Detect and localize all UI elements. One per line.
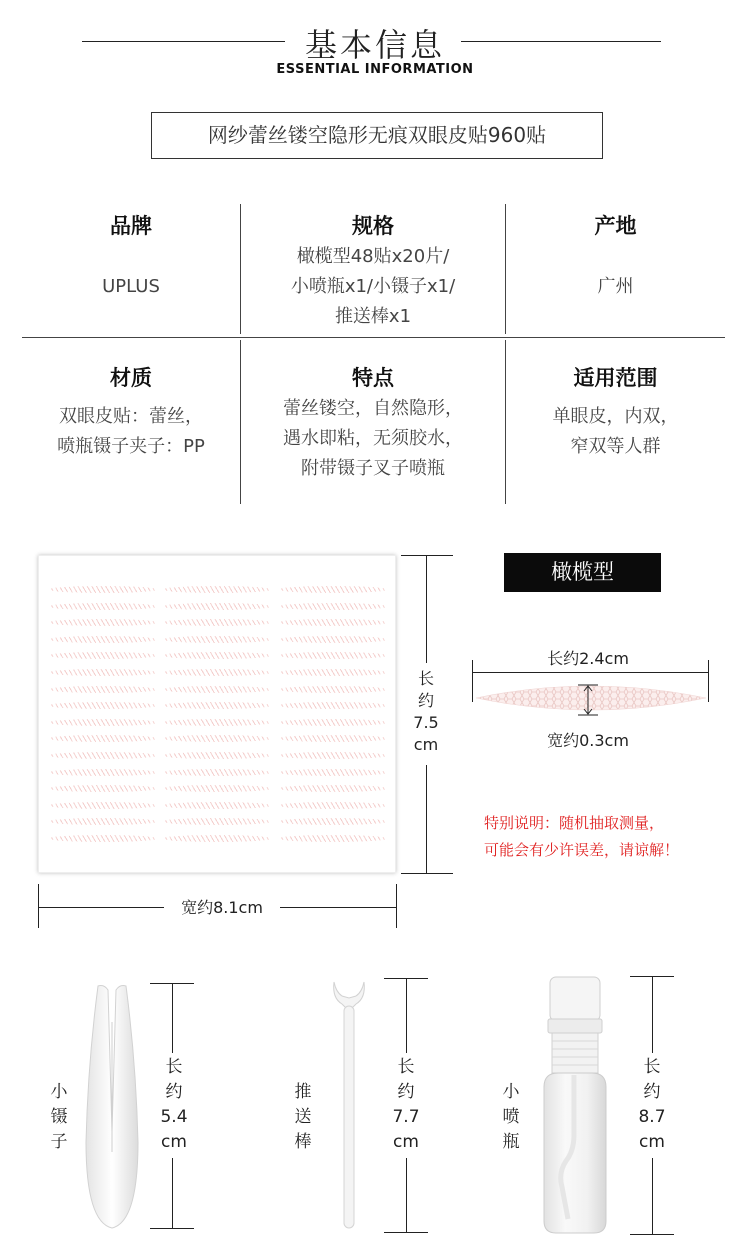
- grid-divider-horizontal: [22, 337, 725, 338]
- sheet-height-char-3: 7.5: [413, 713, 439, 732]
- spray-size-char-3: 8.7: [638, 1107, 666, 1127]
- pusher-size-label: [386, 1055, 426, 1155]
- features-label: 特点: [352, 366, 394, 390]
- spec-cell: [241, 210, 505, 332]
- sheet-width-tick-right: [396, 884, 397, 928]
- sticker-strip: [49, 652, 157, 659]
- sticker-strip: [279, 619, 387, 626]
- sheet-width-label: 宽约8.1cm: [181, 898, 263, 917]
- sticker-strip: [279, 719, 387, 726]
- sticker-strip: [49, 636, 157, 643]
- sticker-strip: [163, 619, 271, 626]
- sticker-strip: [49, 702, 157, 709]
- sticker-strip: [163, 835, 271, 842]
- sticker-strip: [49, 752, 157, 759]
- sticker-strip: [163, 735, 271, 742]
- product-name-box: 网纱蕾丝镂空隐形无痕双眼皮贴960贴: [151, 112, 603, 159]
- sticker-strip: [279, 752, 387, 759]
- sheet-height-tick-bottom: [401, 873, 453, 874]
- pusher-name-char-2: 送: [294, 1107, 312, 1127]
- olive-length-tick-right: [708, 660, 709, 702]
- pusher-name-char-1: 推: [294, 1082, 312, 1102]
- brand-label: 品牌: [110, 214, 152, 238]
- tweezers-name-char-1: 小: [50, 1082, 68, 1102]
- sticker-strip: [279, 586, 387, 593]
- usage-line-1: 单眼皮，内双，: [552, 406, 679, 427]
- pusher-size-line-top: [406, 978, 407, 1053]
- page-subtitle: ESSENTIAL INFORMATION: [276, 62, 474, 77]
- sheet-height-char-1: 长: [417, 669, 434, 688]
- olive-type-badge: 橄榄型: [504, 553, 661, 592]
- sticker-strip: [279, 818, 387, 825]
- sticker-strip: [163, 752, 271, 759]
- olive-width-label: 宽约0.3cm: [547, 731, 629, 750]
- pusher-name-char-3: 棒: [294, 1132, 312, 1152]
- measurement-note: [484, 810, 679, 864]
- sheet-height-line-top: [426, 555, 427, 663]
- origin-cell: [506, 210, 725, 302]
- origin-label: 产地: [594, 214, 637, 238]
- spec-label: 规格: [352, 214, 394, 238]
- usage-label: 适用范围: [573, 366, 658, 390]
- sticker-strip: [49, 769, 157, 776]
- material-line-2: 喷瓶镊子夹子：PP: [57, 436, 205, 457]
- spray-bottle-image: [538, 975, 618, 1237]
- sheet-width-line-left: [38, 907, 164, 908]
- spray-size-char-4: cm: [639, 1132, 665, 1152]
- page-title: 基本信息: [304, 26, 445, 64]
- sticker-strip: [163, 719, 271, 726]
- material-cell: [22, 362, 240, 462]
- material-line-1: 双眼皮贴：蕾丝，: [59, 406, 203, 427]
- sticker-strip: [279, 769, 387, 776]
- sticker-strip: [163, 586, 271, 593]
- pusher-size-tick-bottom: [384, 1232, 428, 1233]
- sticker-strip: [49, 818, 157, 825]
- tweezers-size-char-1: 长: [165, 1057, 183, 1077]
- olive-width-arrow: [578, 684, 598, 716]
- sheet-width-line-right: [280, 907, 396, 908]
- pusher-size-char-4: cm: [393, 1132, 419, 1152]
- sticker-strip: [279, 603, 387, 610]
- tweezers-size-label: [154, 1055, 194, 1155]
- spray-size-line-bottom: [652, 1158, 653, 1234]
- spray-size-char-2: 约: [643, 1082, 661, 1102]
- spray-name-char-3: 瓶: [502, 1132, 520, 1152]
- sticker-strip: [279, 636, 387, 643]
- sheet-height-char-4: cm: [413, 735, 439, 754]
- sticker-strip: [49, 586, 157, 593]
- material-label: 材质: [110, 366, 152, 390]
- sticker-strip: [279, 686, 387, 693]
- spray-name-char-2: 喷: [502, 1107, 520, 1127]
- tweezers-image: [78, 982, 146, 1232]
- sticker-strip: [49, 603, 157, 610]
- tweezers-name-label: [46, 1080, 72, 1155]
- sticker-strip: [163, 686, 271, 693]
- sticker-strip: [49, 686, 157, 693]
- olive-length-line: [472, 672, 708, 673]
- olive-length-tick-left: [472, 660, 473, 702]
- spray-name-char-1: 小: [502, 1082, 520, 1102]
- tweezers-size-char-3: 5.4: [160, 1107, 188, 1127]
- sticker-strip: [279, 669, 387, 676]
- olive-length-label: 长约2.4cm: [547, 649, 629, 668]
- sticker-strip: [279, 735, 387, 742]
- sticker-strip: [49, 785, 157, 792]
- sticker-strip: [279, 802, 387, 809]
- sheet-height-label: [408, 668, 444, 756]
- sticker-strip: [163, 669, 271, 676]
- sticker-strip: [163, 802, 271, 809]
- features-line-3: 附带镊子叉子喷瓶: [301, 458, 445, 479]
- features-line-1: 蕾丝镂空，自然隐形，: [283, 398, 463, 419]
- usage-line-2: 窄双等人群: [570, 436, 661, 457]
- spray-size-char-1: 长: [643, 1057, 661, 1077]
- usage-cell: [506, 362, 725, 462]
- spray-size-tick-bottom: [630, 1234, 674, 1235]
- tweezers-size-char-4: cm: [161, 1132, 187, 1152]
- brand-cell: [22, 210, 240, 302]
- tweezers-size-tick-bottom: [150, 1228, 194, 1229]
- sticker-strip: [279, 835, 387, 842]
- sticker-strip: [49, 719, 157, 726]
- sticker-strip: [279, 785, 387, 792]
- pusher-size-line-bottom: [406, 1158, 407, 1232]
- note-line-1: 特别说明：随机抽取测量，: [484, 814, 665, 832]
- sticker-strip: [163, 785, 271, 792]
- sticker-strip: [49, 835, 157, 842]
- sheet-height-tick-top: [401, 555, 453, 556]
- sticker-strip: [163, 652, 271, 659]
- spec-line-3: 推送棒x1: [334, 306, 412, 327]
- pusher-stick-image: [326, 978, 372, 1234]
- note-line-2: 可能会有少许误差，请谅解！: [484, 841, 680, 859]
- spec-line-1: 橄榄型48贴x20片/: [296, 246, 450, 267]
- pusher-size-char-2: 约: [397, 1082, 415, 1102]
- pusher-size-char-3: 7.7: [392, 1107, 420, 1127]
- brand-value: UPLUS: [102, 276, 160, 297]
- sticker-strip: [163, 603, 271, 610]
- sticker-strip: [49, 619, 157, 626]
- pusher-name-label: [290, 1080, 316, 1155]
- tweezers-name-char-2: 镊: [50, 1107, 68, 1127]
- spec-line-2: 小喷瓶x1/小镊子x1/: [290, 276, 456, 297]
- sticker-strip: [163, 769, 271, 776]
- sticker-sheet-image: [38, 555, 396, 873]
- origin-value: 广州: [597, 276, 634, 297]
- spray-name-label: [498, 1080, 524, 1155]
- spray-size-line-top: [652, 976, 653, 1053]
- tweezers-size-char-2: 约: [165, 1082, 183, 1102]
- features-line-2: 遇水即粘，无须胶水，: [283, 428, 463, 449]
- sticker-strip: [163, 636, 271, 643]
- pusher-size-char-1: 长: [397, 1057, 415, 1077]
- sticker-strip: [163, 818, 271, 825]
- sheet-height-line-bottom: [426, 765, 427, 873]
- sticker-strip: [163, 702, 271, 709]
- tweezers-name-char-3: 子: [50, 1132, 68, 1152]
- sheet-width-tick-left: [38, 884, 39, 928]
- sheet-height-char-2: 约: [417, 691, 434, 710]
- sticker-strip: [49, 802, 157, 809]
- sticker-strip: [49, 669, 157, 676]
- features-cell: [241, 362, 505, 484]
- spray-size-label: [632, 1055, 672, 1155]
- tweezers-size-line-top: [172, 983, 173, 1053]
- tweezers-size-line-bottom: [172, 1158, 173, 1228]
- sticker-strip: [279, 652, 387, 659]
- sticker-strip: [49, 735, 157, 742]
- sticker-strip: [279, 702, 387, 709]
